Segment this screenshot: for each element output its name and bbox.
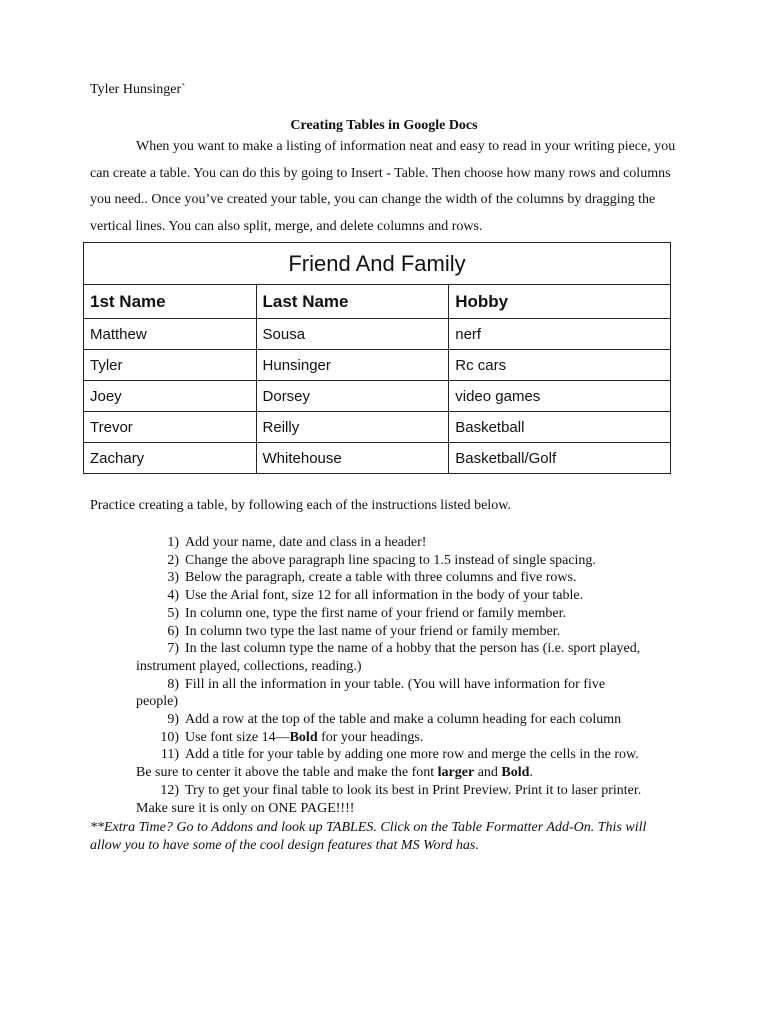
step-bold-text: Bold [501, 765, 530, 781]
cell-first-name: Tyler [84, 350, 257, 381]
cont-text: . [529, 765, 533, 781]
table-row [84, 381, 671, 412]
cont-text: Be sure to center it above the table and make the font [136, 765, 438, 781]
step-text: Try to get your final table to look its best in Print Preview. Print it to laser printer. [185, 782, 642, 798]
step-number: 6) [167, 623, 179, 639]
cell-hobby: video games [449, 381, 671, 412]
step-text: Add a title for your table by adding one more row and merge the cells in the row. [185, 747, 639, 763]
step-text: In the last column type the name of a hobby that the person has (i.e. sport played, [185, 641, 641, 657]
list-item [136, 729, 681, 747]
list-item [136, 746, 681, 781]
step-text: Fill in all the information in your table. (You will have information for five [185, 676, 606, 692]
list-item [136, 676, 681, 711]
step-number: 5) [167, 605, 179, 621]
step-text-continued: Make sure it is only on ONE PAGE!!!! [136, 800, 355, 816]
table-row [84, 443, 671, 474]
list-item [136, 587, 681, 605]
step-bold-text: larger [437, 765, 475, 781]
cell-last-name: Whitehouse [256, 443, 449, 474]
step-text: Change the above paragraph line spacing to 1.5 instead of single spacing. [185, 552, 596, 568]
list-item [136, 623, 681, 641]
step-text: Add a row at the top of the table and make a column heading for each column [185, 712, 622, 728]
list-item [136, 782, 681, 817]
table-header-row [84, 285, 671, 319]
step-text-after: for your headings. [317, 729, 424, 745]
list-item [136, 569, 681, 587]
cell-last-name: Dorsey [256, 381, 449, 412]
step-number: 2) [167, 552, 179, 568]
step-number: 3) [167, 570, 179, 586]
intro-paragraph [90, 134, 680, 241]
step-number: 8) [167, 676, 179, 692]
cell-hobby: Basketball [449, 412, 671, 443]
cell-last-name: Hunsinger [256, 350, 449, 381]
step-text-continued: people) [136, 694, 178, 710]
header-hobby: Hobby [449, 285, 671, 319]
header-first-name: 1st Name [84, 285, 257, 319]
step-number: 1) [167, 535, 179, 550]
header-last-name: Last Name [256, 285, 449, 319]
table-row [84, 319, 671, 350]
cell-first-name: Joey [84, 381, 257, 412]
step-text: Use the Arial font, size 12 for all information in the body of your table. [185, 588, 584, 604]
step-text: Below the paragraph, create a table with three columns and five rows. [185, 570, 577, 586]
list-item [136, 552, 681, 570]
cell-hobby: nerf [449, 319, 671, 350]
friend-family-table [83, 242, 671, 474]
cell-hobby: Basketball/Golf [449, 443, 671, 474]
table-row [84, 350, 671, 381]
author-name: Tyler Hunsinger` [90, 82, 186, 97]
cell-first-name: Trevor [84, 412, 257, 443]
step-bold-text: Bold [289, 729, 318, 745]
step-text-continued: instrument played, collections, reading.) [136, 658, 362, 674]
extra-time-note: **Extra Time? Go to Addons and look up TABLES. Click on the Table Formatter Add-On. This will allow you to have some of the cool design features that MS Word has. [90, 820, 647, 853]
step-text: Use font size 14— [185, 729, 290, 745]
document-title: Creating Tables in Google Docs [290, 118, 478, 133]
list-item [136, 605, 681, 623]
cell-first-name: Zachary [84, 443, 257, 474]
step-text-continued [136, 764, 681, 782]
list-item [136, 640, 681, 675]
cell-hobby: Rc cars [449, 350, 671, 381]
table-title: Friend And Family [84, 243, 671, 285]
cont-text: and [474, 765, 502, 781]
step-number: 4) [167, 588, 179, 604]
intro-text: When you want to make a listing of information neat and easy to read in your writing piece, you can create a table. You can do this by going to Insert - Table. Then choose how many rows and columns you need.. Once you’ve created your table, you can change the width of the columns by dragging the vertical lines. You can also split, merge, and delete columns and rows. [90, 139, 676, 235]
step-number: 11) [160, 747, 179, 763]
cell-last-name: Reilly [256, 412, 449, 443]
step-number: 12) [160, 782, 179, 798]
step-number: 9) [167, 712, 179, 728]
table-row [84, 412, 671, 443]
step-number: 7) [167, 641, 179, 657]
step-text: In column one, type the first name of your friend or family member. [185, 605, 567, 621]
step-text: Add your name, date and class in a header! [185, 535, 427, 550]
cell-first-name: Matthew [84, 319, 257, 350]
list-item [136, 534, 681, 552]
list-item [136, 711, 681, 729]
instruction-list [136, 534, 681, 817]
step-number: 10) [160, 729, 179, 745]
practice-intro: Practice creating a table, by following each of the instructions listed below. [90, 498, 511, 513]
step-text: In column two type the last name of your friend or family member. [185, 623, 561, 639]
cell-last-name: Sousa [256, 319, 449, 350]
